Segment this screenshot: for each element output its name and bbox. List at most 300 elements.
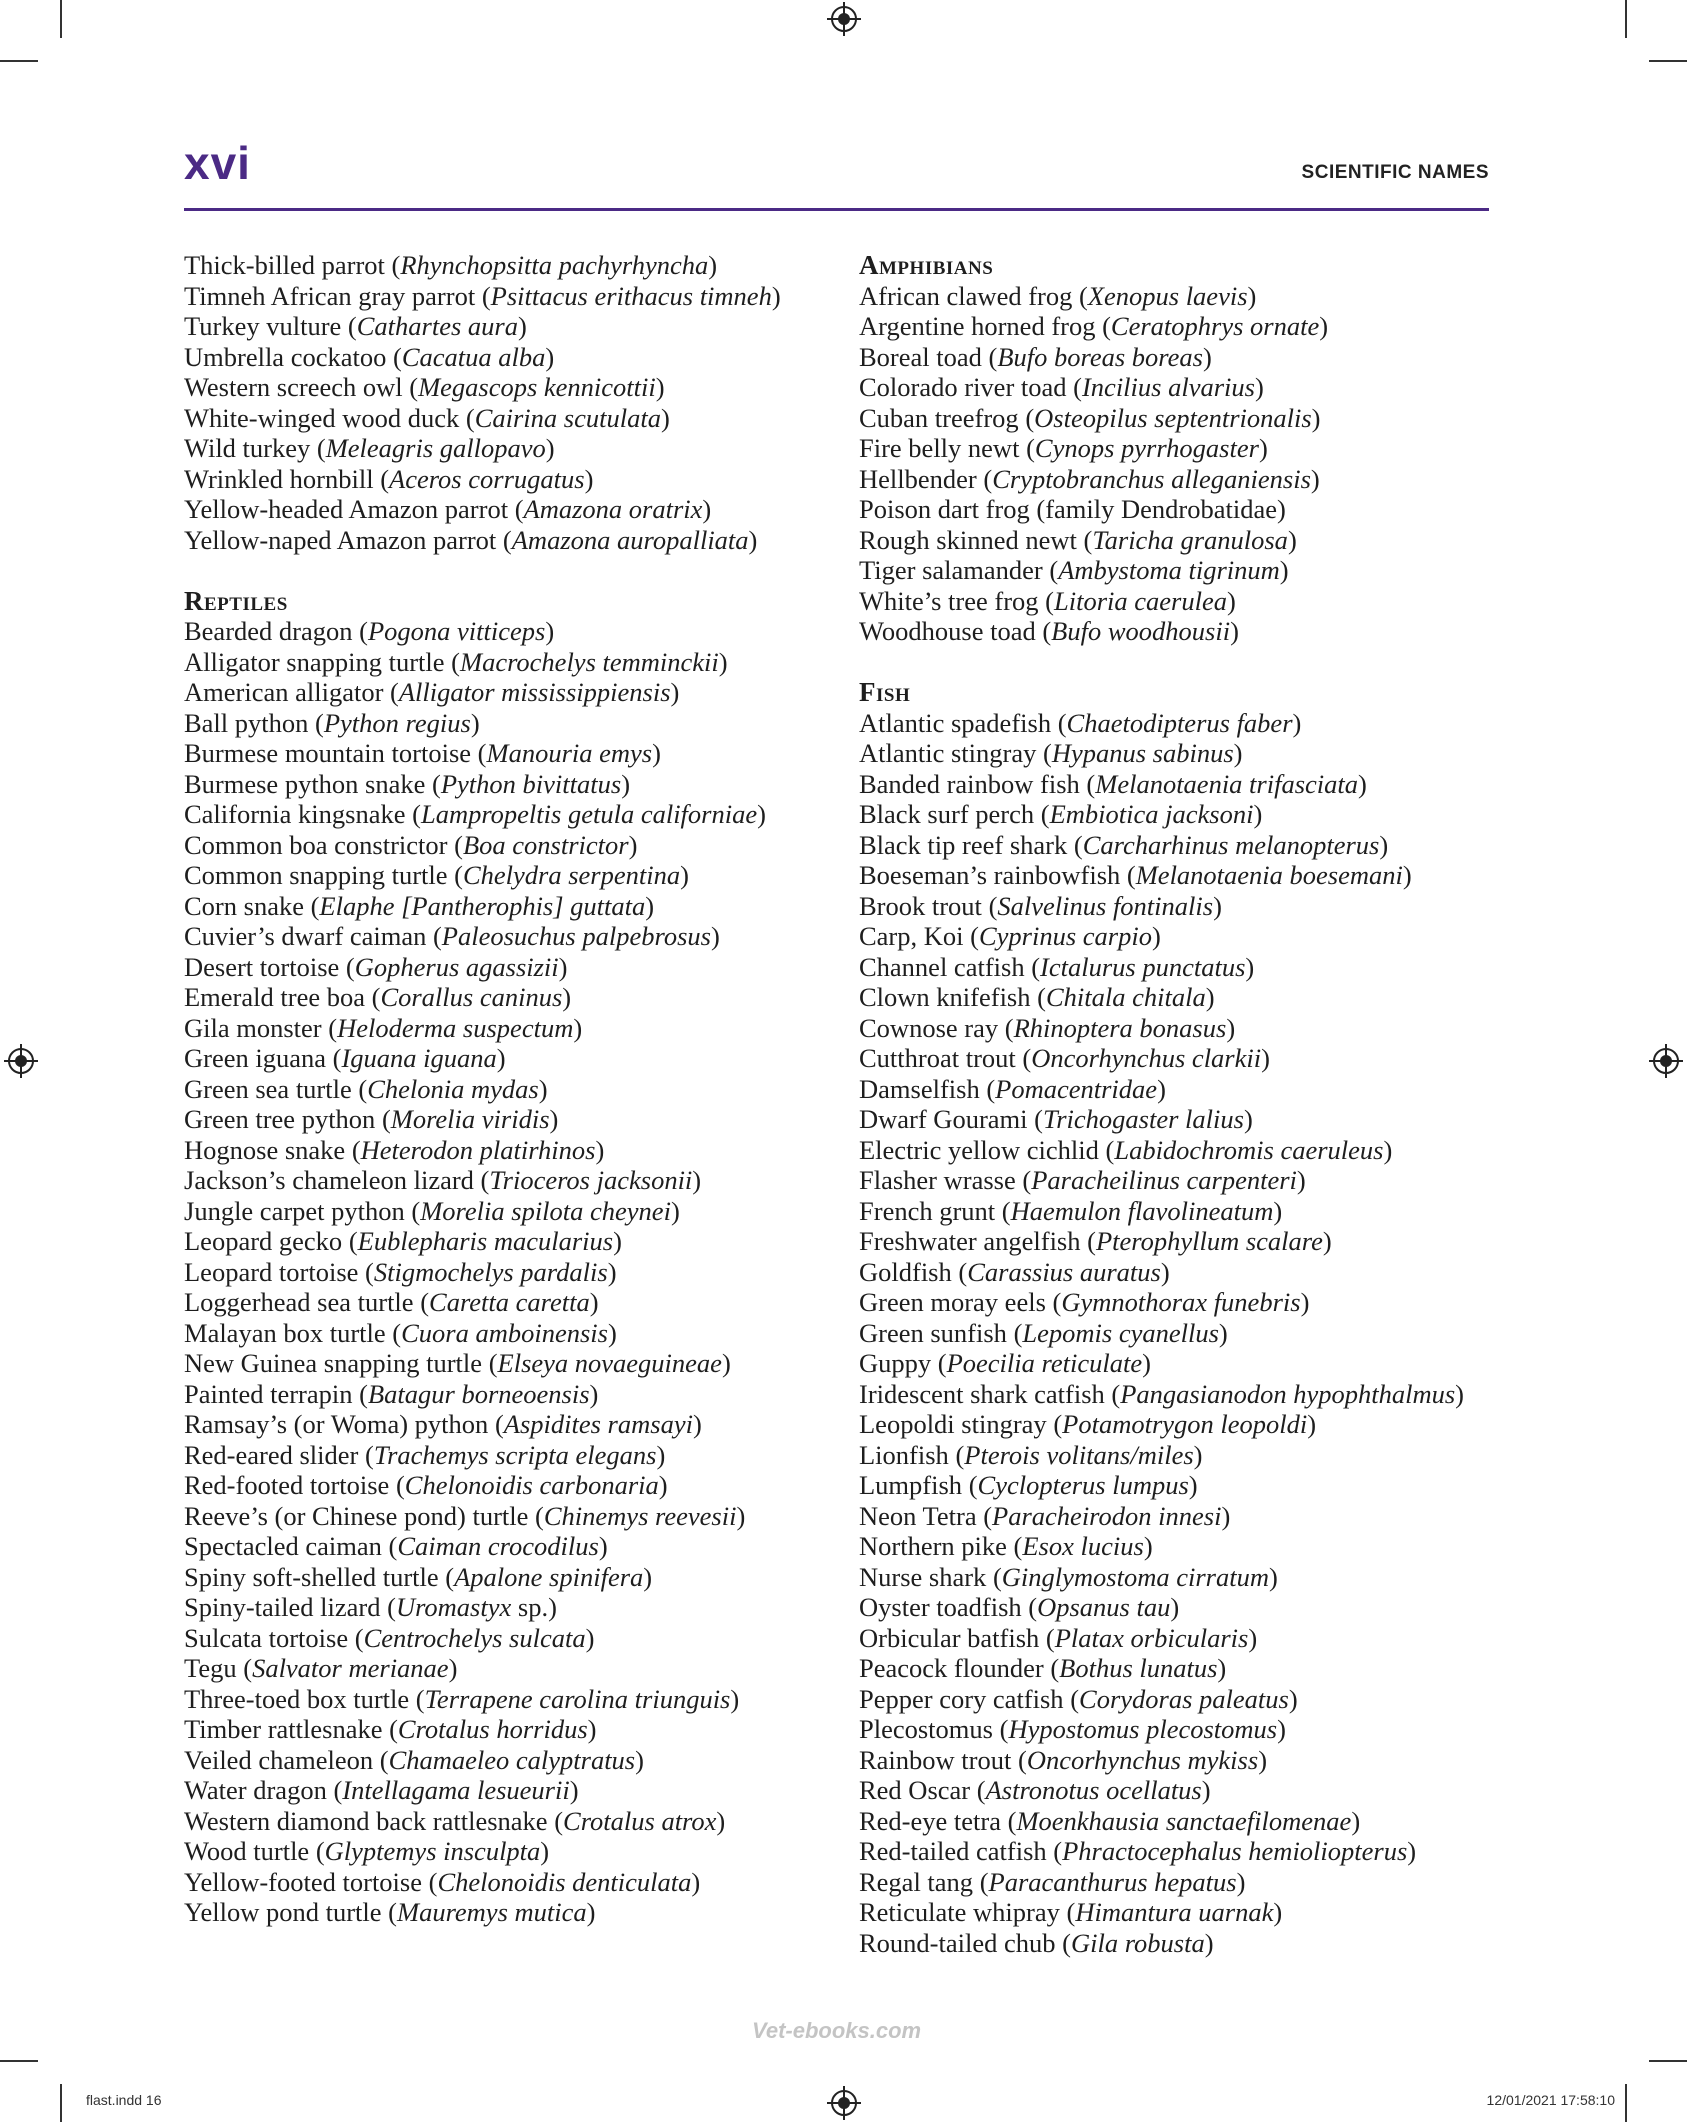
- scientific-name: Gila robusta: [1070, 1927, 1205, 1958]
- reptiles-list: [184, 616, 824, 1928]
- species-entry: Spiny-tailed lizard (Uromastyx sp.): [184, 1592, 557, 1622]
- scientific-name: Elaphe [Pantherophis] guttata: [319, 890, 646, 921]
- common-name: Loggerhead sea turtle: [184, 1287, 414, 1317]
- scientific-name: Chaetodipterus faber: [1066, 707, 1293, 738]
- right-column: [859, 250, 1499, 1958]
- species-entry: Poison dart frog (family Dendrobatidae): [859, 494, 1286, 524]
- common-name: Desert tortoise: [184, 951, 340, 982]
- species-entry: Leopoldi stingray (Potamotrygon leopoldi): [859, 1409, 1317, 1439]
- scientific-name: Corydoras paleatus: [1079, 1683, 1289, 1714]
- scientific-name: Chamaeleo calyptratus: [388, 1744, 636, 1775]
- scientific-name: Lampropeltis getula californiae: [420, 799, 758, 829]
- crop-mark: [1625, 0, 1627, 38]
- species-entry: Cutthroat trout (Oncorhynchus clarkii): [859, 1043, 1270, 1073]
- registration-mark-icon: [1653, 1048, 1679, 1074]
- scientific-name: Ginglymostoma cirratum: [1001, 1561, 1269, 1592]
- species-entry: Veiled chameleon (Chamaeleo calyptratus): [184, 1744, 644, 1775]
- species-entry: Dwarf Gourami (Trichogaster lalius): [859, 1104, 1253, 1134]
- scientific-name: Ambystoma tigrinum: [1058, 555, 1280, 585]
- species-entry: Western screech owl (Megascops kennicottii): [184, 372, 665, 402]
- scientific-name: Elseya novaeguineae: [497, 1348, 722, 1378]
- common-name: Alligator snapping turtle: [184, 646, 445, 677]
- species-entry: Spectacled caiman (Caiman crocodilus): [184, 1531, 608, 1561]
- common-name: Gila monster: [184, 1012, 322, 1043]
- species-entry: Rainbow trout (Oncorhynchus mykiss): [859, 1744, 1268, 1775]
- scientific-name: Crotalus horridus: [397, 1714, 588, 1744]
- species-entry: Ball python (Python regius): [184, 707, 480, 738]
- scientific-name: Morelia viridis: [390, 1104, 550, 1134]
- scientific-name: Chelonoidis carbonaria: [404, 1470, 659, 1500]
- scientific-name: Embiotica jacksoni: [1049, 799, 1254, 829]
- common-name: Lionfish: [859, 1439, 949, 1470]
- species-entry: Desert tortoise (Gopherus agassizii): [184, 951, 568, 982]
- common-name: Common snapping turtle: [184, 860, 448, 890]
- scientific-name: Cuora amboinensis: [401, 1317, 608, 1348]
- scientific-name: Melanotaenia trifasciata: [1095, 768, 1359, 799]
- species-entry: Iridescent shark catfish (Pangasianodon hypophthalmus): [859, 1378, 1464, 1409]
- species-entry: Peacock flounder (Bothus lunatus): [859, 1653, 1227, 1683]
- scientific-name: Apalone spinifera: [454, 1561, 644, 1592]
- common-name: Spiny soft-shelled turtle: [184, 1561, 439, 1592]
- species-entry: Painted terrapin (Batagur borneoensis): [184, 1378, 599, 1409]
- common-name: Banded rainbow fish: [859, 768, 1080, 799]
- scientific-name: Incilius alvarius: [1081, 372, 1255, 402]
- common-name: Common boa constrictor: [184, 829, 448, 860]
- common-name: Brook trout: [859, 890, 982, 921]
- species-entry: Green iguana (Iguana iguana): [184, 1043, 506, 1073]
- scientific-name: Cyclopterus lumpus: [977, 1470, 1189, 1500]
- species-entry: Fire belly newt (Cynops pyrrhogaster): [859, 433, 1268, 463]
- common-name: Red Oscar: [859, 1775, 971, 1805]
- common-name: Painted terrapin: [184, 1378, 353, 1409]
- crop-mark: [60, 0, 62, 38]
- crop-mark: [0, 2060, 38, 2062]
- common-name: Damselfish: [859, 1073, 980, 1104]
- scientific-name: Trioceros jacksonii: [489, 1165, 693, 1195]
- common-name: Jungle carpet python: [184, 1195, 405, 1226]
- crop-mark: [1625, 2084, 1627, 2122]
- scientific-name: Pogona vitticeps: [367, 616, 546, 646]
- scientific-name: Megascops kennicottii: [418, 372, 656, 402]
- species-entry: French grunt (Haemulon flavolineatum): [859, 1195, 1283, 1226]
- common-name: Tiger salamander: [859, 555, 1043, 585]
- species-entry: Reticulate whipray (Himantura uarnak): [859, 1897, 1283, 1927]
- scientific-name: Astronotus ocellatus: [985, 1775, 1202, 1805]
- common-name: American alligator: [184, 677, 384, 707]
- species-entry: Wood turtle (Glyptemys insculpta): [184, 1836, 550, 1866]
- species-entry: Sulcata tortoise (Centrochelys sulcata): [184, 1622, 595, 1653]
- scientific-name: Python bivittatus: [440, 768, 622, 799]
- common-name: Green sunfish: [859, 1317, 1007, 1348]
- scientific-name: Uromastyx: [395, 1592, 512, 1622]
- species-entry: Red-eye tetra (Moenkhausia sanctaefilomenae): [859, 1805, 1361, 1836]
- scientific-name: Stigmochelys pardalis: [373, 1256, 608, 1287]
- species-entry: Wild turkey (Meleagris gallopavo): [184, 433, 555, 463]
- species-entry: African clawed frog (Xenopus laevis): [859, 280, 1257, 311]
- species-entry: California kingsnake (Lampropeltis getula californiae): [184, 799, 766, 829]
- species-entry: White’s tree frog (Litoria caerulea): [859, 585, 1236, 616]
- species-entry: Spiny soft-shelled turtle (Apalone spinifera): [184, 1561, 653, 1592]
- scientific-name: Alligator mississippiensis: [398, 677, 671, 707]
- amphibians-list: [859, 281, 1499, 647]
- scientific-name: Ceratophrys ornate: [1110, 311, 1320, 341]
- crop-mark: [1649, 60, 1687, 62]
- species-entry: Red-footed tortoise (Chelonoidis carbonaria): [184, 1470, 668, 1500]
- species-entry: Oyster toadfish (Opsanus tau): [859, 1592, 1180, 1622]
- scientific-name: Chitala chitala: [1045, 982, 1206, 1012]
- scientific-name: Chelonia mydas: [367, 1073, 539, 1104]
- scientific-name: Boa constrictor: [462, 829, 629, 860]
- species-entry: Black surf perch (Embiotica jacksoni): [859, 799, 1263, 829]
- species-entry: Atlantic spadefish (Chaetodipterus faber): [859, 707, 1302, 738]
- species-entry: Lionfish (Pterois volitans/miles): [859, 1439, 1203, 1470]
- common-name: Electric yellow cichlid: [859, 1134, 1099, 1165]
- common-name: New Guinea snapping turtle: [184, 1348, 483, 1378]
- scientific-name: Cairina scutulata: [474, 402, 661, 433]
- common-name: Reeve’s (or Chinese pond) turtle: [184, 1500, 529, 1531]
- scientific-name: Heterodon platirhinos: [360, 1134, 596, 1165]
- common-name: Burmese python snake: [184, 768, 426, 799]
- species-entry: Ramsay’s (or Woma) python (Aspidites ramsayi): [184, 1409, 702, 1439]
- common-name: Yellow pond turtle: [184, 1897, 382, 1927]
- common-name: Bearded dragon: [184, 616, 353, 646]
- common-name: Timneh African gray parrot: [184, 280, 476, 311]
- common-name: Neon Tetra: [859, 1500, 977, 1531]
- species-entry: Timber rattlesnake (Crotalus horridus): [184, 1714, 597, 1744]
- slug-timestamp: 12/01/2021 17:58:10: [1486, 2092, 1615, 2108]
- common-name: Oyster toadfish: [859, 1592, 1022, 1622]
- common-name: Round-tailed chub: [859, 1927, 1056, 1958]
- page-number: xvi: [184, 137, 251, 189]
- scientific-name: Oncorhynchus clarkii: [1031, 1043, 1262, 1073]
- scientific-name: Iguana iguana: [341, 1043, 497, 1073]
- species-entry: Argentine horned frog (Ceratophrys ornate): [859, 311, 1329, 341]
- species-entry: Water dragon (Intellagama lesueurii): [184, 1775, 579, 1805]
- scientific-name: Paleosuchus palpebrosus: [441, 921, 711, 951]
- species-entry: Brook trout (Salvelinus fontinalis): [859, 890, 1222, 921]
- common-name: Fire belly newt: [859, 433, 1020, 463]
- species-entry: Loggerhead sea turtle (Caretta caretta): [184, 1287, 599, 1317]
- common-name: Atlantic spadefish: [859, 707, 1052, 738]
- species-entry: Regal tang (Paracanthurus hepatus): [859, 1866, 1246, 1897]
- common-name: Cuban treefrog: [859, 402, 1019, 433]
- common-name: Turkey vulture: [184, 311, 342, 341]
- common-name: Jackson’s chameleon lizard: [184, 1165, 474, 1195]
- scientific-name: Caiman crocodilus: [397, 1531, 599, 1561]
- species-entry: Western diamond back rattlesnake (Crotalus atrox): [184, 1805, 726, 1836]
- common-name: Cownose ray: [859, 1012, 999, 1043]
- birds-list: [184, 250, 824, 555]
- scientific-name: Cyprinus carpio: [978, 921, 1152, 951]
- common-name: Peacock flounder: [859, 1653, 1044, 1683]
- scientific-name: Opsanus tau: [1037, 1592, 1171, 1622]
- common-name: Argentine horned frog: [859, 311, 1096, 341]
- species-entry: Channel catfish (Ictalurus punctatus): [859, 951, 1255, 982]
- species-entry: Wrinkled hornbill (Aceros corrugatus): [184, 463, 594, 494]
- species-entry: Nurse shark (Ginglymostoma cirratum): [859, 1561, 1278, 1592]
- scientific-name: Salvator merianae: [252, 1653, 449, 1683]
- common-name: Green tree python: [184, 1104, 376, 1134]
- common-name: Flasher wrasse: [859, 1165, 1016, 1195]
- species-entry: Green tree python (Morelia viridis): [184, 1104, 559, 1134]
- common-name: Colorado river toad: [859, 372, 1067, 402]
- watermark-logo: Vet-ebooks.com: [752, 2018, 922, 2043]
- scientific-name: Centrochelys sulcata: [363, 1622, 586, 1653]
- scientific-name: Moenkhausia sanctaefilomenae: [1016, 1805, 1352, 1836]
- scientific-name: Cathartes aura: [356, 311, 518, 341]
- registration-mark-icon: [831, 6, 857, 32]
- species-entry: Northern pike (Esox lucius): [859, 1531, 1153, 1561]
- common-name: Water dragon: [184, 1775, 327, 1805]
- common-name: Leopard tortoise: [184, 1256, 359, 1287]
- species-entry: Atlantic stingray (Hypanus sabinus): [859, 738, 1243, 768]
- species-entry: Yellow pond turtle (Mauremys mutica): [184, 1897, 596, 1927]
- species-entry: Lumpfish (Cyclopterus lumpus): [859, 1470, 1198, 1500]
- species-entry: Turkey vulture (Cathartes aura): [184, 311, 527, 341]
- species-entry: Cuvier’s dwarf caiman (Paleosuchus palpebrosus): [184, 921, 720, 951]
- scientific-name: Potamotrygon leopoldi: [1062, 1409, 1308, 1439]
- species-entry: Umbrella cockatoo (Cacatua alba): [184, 341, 555, 372]
- common-name: Western diamond back rattlesnake: [184, 1805, 548, 1836]
- common-name: Cuvier’s dwarf caiman: [184, 921, 427, 951]
- scientific-name: Bufo woodhousii: [1051, 616, 1231, 646]
- common-name: Hognose snake: [184, 1134, 346, 1165]
- common-name: Red-eared slider: [184, 1439, 359, 1470]
- common-name: Red-tailed catfish: [859, 1836, 1047, 1866]
- scientific-name: Carassius auratus: [967, 1256, 1161, 1287]
- species-entry: Tiger salamander (Ambystoma tigrinum): [859, 555, 1289, 585]
- name-suffix: sp.: [511, 1592, 549, 1622]
- scientific-name: Taricha granulosa: [1092, 524, 1288, 555]
- species-entry: Yellow-naped Amazon parrot (Amazona auropalliata): [184, 524, 758, 555]
- common-name: Green sea turtle: [184, 1073, 352, 1104]
- scientific-name: Haemulon flavolineatum: [1010, 1195, 1274, 1226]
- section-heading-amphibians: Amphibians: [859, 250, 994, 280]
- scientific-name: Chelonoidis denticulata: [437, 1866, 692, 1897]
- fish-list: [859, 708, 1499, 1959]
- scientific-name: Salvelinus fontinalis: [997, 890, 1214, 921]
- common-name: Tegu: [184, 1653, 237, 1683]
- species-entry: Red Oscar (Astronotus ocellatus): [859, 1775, 1211, 1805]
- species-entry: Timneh African gray parrot (Psittacus erithacus timneh): [184, 280, 781, 311]
- scientific-name: Labidochromis caeruleus: [1114, 1134, 1384, 1165]
- scientific-name: Terrapene carolina triunguis: [424, 1683, 731, 1714]
- scientific-name: Trachemys scripta elegans: [373, 1439, 657, 1470]
- species-entry: Goldfish (Carassius auratus): [859, 1256, 1170, 1287]
- scientific-name: Gopherus agassizii: [354, 951, 559, 982]
- species-entry: Tegu (Salvator merianae): [184, 1653, 458, 1683]
- species-entry: Black tip reef shark (Carcharhinus melanopterus): [859, 829, 1389, 860]
- scientific-name: Glyptemys insculpta: [324, 1836, 541, 1866]
- common-name: Lumpfish: [859, 1470, 963, 1500]
- taxon-note: family Dendrobatidae: [1045, 494, 1278, 524]
- species-entry: Banded rainbow fish (Melanotaenia trifasciata): [859, 768, 1367, 799]
- registration-mark-icon: [831, 2090, 857, 2116]
- left-column: [184, 250, 824, 1928]
- common-name: Green iguana: [184, 1043, 326, 1073]
- common-name: Goldfish: [859, 1256, 952, 1287]
- species-entry: Red-tailed catfish (Phractocephalus hemioliopterus): [859, 1836, 1417, 1866]
- species-entry: Yellow-headed Amazon parrot (Amazona oratrix): [184, 494, 712, 524]
- common-name: Rough skinned newt: [859, 524, 1077, 555]
- common-name: Plecostomus: [859, 1714, 993, 1744]
- scientific-name: Paracheilinus carpenteri: [1031, 1165, 1297, 1195]
- species-entry: Red-eared slider (Trachemys scripta elegans): [184, 1439, 666, 1470]
- common-name: Northern pike: [859, 1531, 1007, 1561]
- common-name: Western screech owl: [184, 372, 403, 402]
- common-name: Green moray eels: [859, 1287, 1046, 1317]
- species-entry: Burmese mountain tortoise (Manouria emys): [184, 738, 661, 768]
- common-name: Umbrella cockatoo: [184, 341, 387, 372]
- scientific-name: Gymnothorax funebris: [1061, 1287, 1301, 1317]
- common-name: Red-footed tortoise: [184, 1470, 390, 1500]
- scientific-name: Corallus caninus: [380, 982, 563, 1012]
- scientific-name: Aceros corrugatus: [389, 463, 585, 494]
- running-head: SCIENTIFIC NAMES: [1301, 162, 1489, 183]
- common-name: Hellbender: [859, 463, 977, 494]
- scientific-name: Aspidites ramsayi: [503, 1409, 693, 1439]
- scientific-name: Manouria emys: [486, 738, 653, 768]
- scientific-name: Esox lucius: [1022, 1531, 1144, 1561]
- scientific-name: Hypanus sabinus: [1051, 738, 1234, 768]
- scientific-name: Lepomis cyanellus: [1022, 1317, 1219, 1348]
- common-name: Cutthroat trout: [859, 1043, 1016, 1073]
- common-name: Channel catfish: [859, 951, 1025, 982]
- common-name: Yellow-footed tortoise: [184, 1866, 422, 1897]
- crop-mark: [0, 60, 38, 62]
- species-entry: Boreal toad (Bufo boreas boreas): [859, 341, 1212, 372]
- scientific-name: Chelydra serpentina: [462, 860, 681, 890]
- scientific-name: Mauremys mutica: [397, 1897, 587, 1927]
- common-name: Yellow-headed Amazon parrot: [184, 494, 509, 524]
- registration-mark-icon: [8, 1048, 34, 1074]
- scientific-name: Trichogaster lalius: [1042, 1104, 1244, 1134]
- common-name: Clown knifefish: [859, 982, 1031, 1012]
- scientific-name: Batagur borneoensis: [367, 1378, 590, 1409]
- scientific-name: Carcharhinus melanopterus: [1082, 829, 1380, 860]
- common-name: Poison dart frog: [859, 494, 1030, 524]
- common-name: Carp, Koi: [859, 921, 964, 951]
- scientific-name: Osteopilus septentrionalis: [1034, 402, 1312, 433]
- species-entry: Orbicular batfish (Platax orbicularis): [859, 1622, 1258, 1653]
- common-name: Burmese mountain tortoise: [184, 738, 472, 768]
- scientific-name: Cryptobranchus alleganiensis: [992, 463, 1311, 494]
- species-entry: Jackson’s chameleon lizard (Trioceros jacksonii): [184, 1165, 702, 1195]
- scientific-name: Pangasianodon hypophthalmus: [1120, 1378, 1456, 1409]
- species-entry: Plecostomus (Hypostomus plecostomus): [859, 1714, 1286, 1744]
- species-entry: Thick-billed parrot (Rhynchopsitta pachyrhyncha): [184, 250, 718, 280]
- species-entry: Burmese python snake (Python bivittatus): [184, 768, 631, 799]
- common-name: Dwarf Gourami: [859, 1104, 1028, 1134]
- scientific-name: Pterophyllum scalare: [1095, 1226, 1323, 1256]
- common-name: Thick-billed parrot: [184, 250, 385, 280]
- species-entry: Bearded dragon (Pogona vitticeps): [184, 616, 555, 646]
- species-entry: Leopard gecko (Eublepharis macularius): [184, 1226, 622, 1256]
- common-name: Guppy: [859, 1348, 932, 1378]
- species-entry: Rough skinned newt (Taricha granulosa): [859, 524, 1297, 555]
- scientific-name: Paracheirodon innesi: [992, 1500, 1222, 1531]
- scientific-name: Cacatua alba: [401, 341, 546, 372]
- scientific-name: Cynops pyrrhogaster: [1034, 433, 1259, 463]
- species-entry: Clown knifefish (Chitala chitala): [859, 982, 1215, 1012]
- common-name: Malayan box turtle: [184, 1317, 386, 1348]
- common-name: Emerald tree boa: [184, 982, 365, 1012]
- header-rule: [184, 208, 1489, 211]
- common-name: Red-eye tetra: [859, 1805, 1001, 1836]
- scientific-name: Python regius: [323, 707, 471, 738]
- species-entry: Cuban treefrog (Osteopilus septentrionalis): [859, 402, 1321, 433]
- section-heading-reptiles: Reptiles: [184, 585, 288, 616]
- common-name: Ramsay’s (or Woma) python: [184, 1409, 489, 1439]
- scientific-name: Rhynchopsitta pachyrhyncha: [400, 250, 709, 280]
- scientific-name: Oncorhynchus mykiss: [1026, 1744, 1259, 1775]
- species-entry: Leopard tortoise (Stigmochelys pardalis): [184, 1256, 617, 1287]
- common-name: Iridescent shark catfish: [859, 1378, 1105, 1409]
- species-entry: Freshwater angelfish (Pterophyllum scalare): [859, 1226, 1332, 1256]
- species-entry: Damselfish (Pomacentridae): [859, 1073, 1166, 1104]
- species-entry: Emerald tree boa (Corallus caninus): [184, 982, 572, 1012]
- species-entry: Green sunfish (Lepomis cyanellus): [859, 1317, 1228, 1348]
- species-entry: Flasher wrasse (Paracheilinus carpenteri): [859, 1165, 1306, 1195]
- scientific-name: Amazona oratrix: [523, 494, 703, 524]
- common-name: Boreal toad: [859, 341, 982, 372]
- crop-mark: [1649, 2060, 1687, 2062]
- species-entry: Alligator snapping turtle (Macrochelys temminckii): [184, 646, 728, 677]
- species-entry: Round-tailed chub (Gila robusta): [859, 1927, 1214, 1958]
- scientific-name: Eublepharis macularius: [357, 1226, 614, 1256]
- scientific-name: Morelia spilota cheynei: [420, 1195, 671, 1226]
- common-name: Corn snake: [184, 890, 304, 921]
- scientific-name: Hypostomus plecostomus: [1008, 1714, 1278, 1744]
- scientific-name: Meleagris gallopavo: [325, 433, 546, 463]
- scientific-name: Amazona auropalliata: [511, 524, 749, 555]
- species-entry: Hellbender (Cryptobranchus alleganiensis): [859, 463, 1320, 494]
- common-name: White-winged wood duck: [184, 402, 460, 433]
- common-name: Rainbow trout: [859, 1744, 1012, 1775]
- common-name: Wild turkey: [184, 433, 311, 463]
- scientific-name: Paracanthurus hepatus: [988, 1866, 1237, 1897]
- species-entry: Hognose snake (Heterodon platirhinos): [184, 1134, 605, 1165]
- common-name: African clawed frog: [859, 280, 1073, 311]
- species-entry: Electric yellow cichlid (Labidochromis caeruleus): [859, 1134, 1393, 1165]
- species-entry: Green moray eels (Gymnothorax funebris): [859, 1287, 1310, 1317]
- species-entry: Pepper cory catfish (Corydoras paleatus): [859, 1683, 1298, 1714]
- common-name: Leopoldi stingray: [859, 1409, 1047, 1439]
- species-entry: Guppy (Poecilia reticulate): [859, 1348, 1151, 1378]
- scientific-name: Pomacentridae: [995, 1073, 1158, 1104]
- scientific-name: Ictalurus punctatus: [1040, 951, 1246, 982]
- species-entry: Common boa constrictor (Boa constrictor): [184, 829, 638, 860]
- scientific-name: Crotalus atrox: [563, 1805, 717, 1836]
- species-entry: Cownose ray (Rhinoptera bonasus): [859, 1012, 1236, 1043]
- species-entry: Neon Tetra (Paracheirodon innesi): [859, 1500, 1231, 1531]
- common-name: Spiny-tailed lizard: [184, 1592, 381, 1622]
- common-name: California kingsnake: [184, 799, 406, 829]
- species-entry: Woodhouse toad (Bufo woodhousii): [859, 616, 1239, 646]
- common-name: French grunt: [859, 1195, 996, 1226]
- species-entry: Jungle carpet python (Morelia spilota cheynei): [184, 1195, 680, 1226]
- common-name: Reticulate whipray: [859, 1897, 1060, 1927]
- scientific-name: Bufo boreas boreas: [997, 341, 1203, 372]
- common-name: Black surf perch: [859, 799, 1035, 829]
- common-name: Leopard gecko: [184, 1226, 343, 1256]
- species-entry: Three-toed box turtle (Terrapene carolina triunguis): [184, 1683, 740, 1714]
- species-entry: Green sea turtle (Chelonia mydas): [184, 1073, 548, 1104]
- common-name: Pepper cory catfish: [859, 1683, 1064, 1714]
- scientific-name: Platax orbicularis: [1054, 1622, 1249, 1653]
- common-name: Timber rattlesnake: [184, 1714, 383, 1744]
- common-name: Freshwater angelfish: [859, 1226, 1081, 1256]
